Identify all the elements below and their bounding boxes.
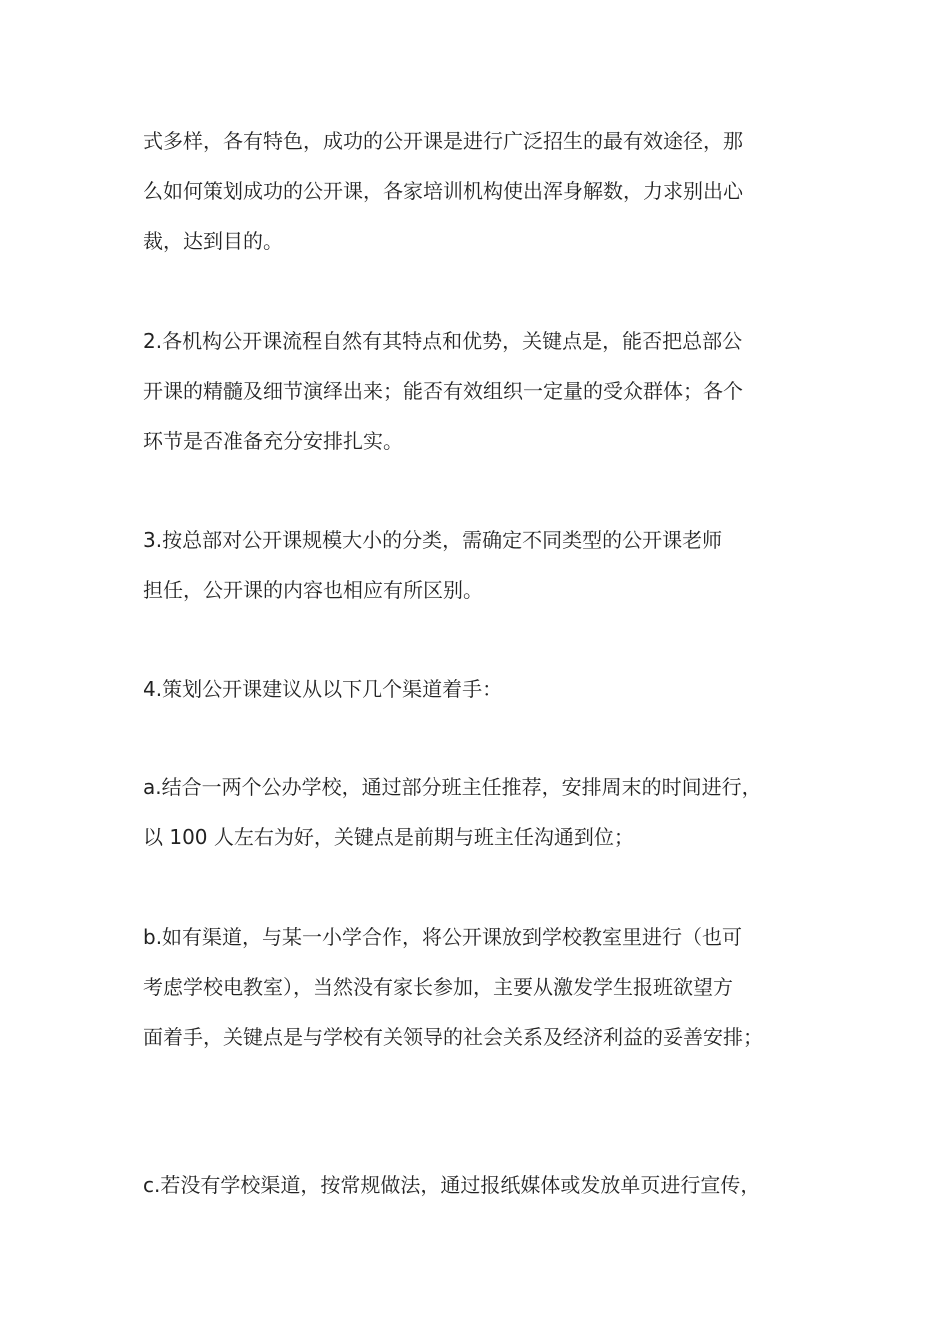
- text-line: c.若没有学校渠道，按常规做法，通过报纸媒体或发放单页进行宣传，: [143, 1173, 761, 1197]
- text-line: b.如有渠道，与某一小学合作，将公开课放到学校教室里进行（也可: [143, 925, 743, 949]
- text-line: 4.策划公开课建议从以下几个渠道着手：: [143, 677, 503, 701]
- text-line: 3.按总部对公开课规模大小的分类，需确定不同类型的公开课老师: [143, 528, 723, 552]
- text-line: 考虑学校电教室），当然没有家长参加，主要从激发学生报班欲望方: [143, 975, 733, 999]
- text-line: 环节是否准备充分安排扎实。: [143, 429, 403, 453]
- paragraph-item-a: [143, 762, 813, 862]
- paragraph-intro: [143, 116, 813, 266]
- text-line: 担任，公开课的内容也相应有所区别。: [143, 578, 483, 602]
- text-line: a.结合一两个公办学校，通过部分班主任推荐，安排周末的时间进行，: [143, 775, 762, 799]
- paragraph-item-3: [143, 515, 813, 615]
- text-line: 面着手，关键点是与学校有关领导的社会关系及经济利益的妥善安排；: [143, 1025, 763, 1049]
- paragraph-item-2: [143, 316, 813, 466]
- paragraph-item-c: [143, 1160, 813, 1210]
- text-line: 式多样，各有特色，成功的公开课是进行广泛招生的最有效途径，那: [143, 129, 743, 153]
- paragraph-item-b: [143, 912, 813, 1062]
- text-line: 开课的精髓及细节演绎出来；能否有效组织一定量的受众群体；各个: [143, 379, 743, 403]
- text-line: 裁，达到目的。: [143, 229, 283, 253]
- text-line: 2.各机构公开课流程自然有其特点和优势，关键点是，能否把总部公: [143, 329, 743, 353]
- text-line: 么如何策划成功的公开课，各家培训机构使出浑身解数，力求别出心: [143, 179, 743, 203]
- paragraph-item-4: [143, 664, 813, 714]
- text-line: 以 100 人左右为好，关键点是前期与班主任沟通到位；: [143, 825, 634, 849]
